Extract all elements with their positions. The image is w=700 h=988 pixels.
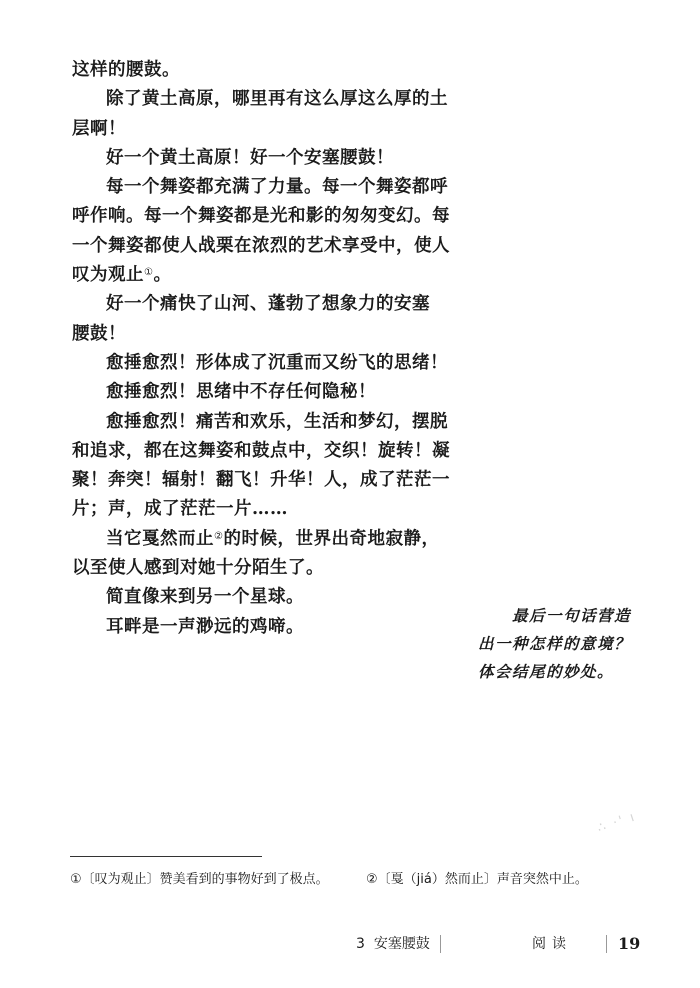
text-line: 除了黄土高原，哪里再有这么厚这么厚的土	[106, 89, 448, 110]
text-line: 愈捶愈烈！形体成了沉重而又纷飞的思绪！	[106, 352, 448, 373]
text-line: 聚！奔突！辐射！翻飞！升华！人，成了茫茫一	[72, 470, 450, 491]
text-line: 一个舞姿都使人战栗在浓烈的艺术享受中，使人	[72, 235, 450, 256]
page-footer	[0, 930, 700, 958]
page-number: 19	[618, 934, 641, 953]
footnote-ref: ①	[144, 267, 154, 279]
watermark: ∴ ·' ı	[595, 809, 639, 837]
text-line: 简直像来到另一个星球。	[106, 587, 304, 608]
text-line: 当它戛然而止②的时候，世界出奇地寂静，	[106, 528, 440, 549]
margin-question-line: 体会结尾的妙处。	[478, 663, 615, 681]
text-line: 每一个舞姿都充满了力量。每一个舞姿都呼	[106, 177, 448, 198]
margin-question-line: 出一种怎样的意境？	[478, 635, 632, 653]
text-line: 愈捶愈烈！痛苦和欢乐，生活和梦幻，摆脱	[106, 411, 448, 432]
footnote-1: ①〔叹为观止〕赞美看到的事物好到了极点。	[70, 872, 329, 887]
text-line: 片；声，成了茫茫一片……	[72, 499, 288, 520]
text-line: 以至使人感到对她十分陌生了。	[72, 558, 324, 579]
footnotes	[70, 868, 650, 892]
text-line: 和追求，都在这舞姿和鼓点中，交织！旋转！凝	[72, 440, 450, 461]
footnote-2: ②〔戛（jiá）然而止〕声音突然中止。	[366, 872, 588, 887]
margin-question-line: 最后一句话营造	[512, 607, 632, 625]
footer-divider	[606, 935, 607, 953]
text-line: 层啊！	[72, 118, 126, 139]
footnote-divider	[70, 856, 262, 857]
main-text	[72, 56, 452, 642]
text-line: 呼作响。每一个舞姿都是光和影的匆匆变幻。每	[72, 206, 450, 227]
text-line: 好一个黄土高原！好一个安塞腰鼓！	[106, 147, 394, 168]
text-line: 这样的腰鼓。	[72, 60, 180, 80]
footer-divider	[440, 935, 441, 953]
section-label: 阅读	[532, 936, 572, 952]
text-line: 愈捶愈烈！思绪中不存任何隐秘！	[106, 382, 376, 403]
chapter-label: 3 安塞腰鼓	[356, 936, 430, 952]
text-line: 腰鼓！	[72, 323, 126, 344]
footnote-ref: ②	[214, 530, 224, 542]
text-line: 耳畔是一声渺远的鸡啼。	[106, 616, 304, 637]
text-line: 叹为观止①。	[72, 265, 172, 286]
margin-question	[478, 602, 678, 686]
text-line: 好一个痛快了山河、蓬勃了想象力的安塞	[106, 294, 430, 315]
